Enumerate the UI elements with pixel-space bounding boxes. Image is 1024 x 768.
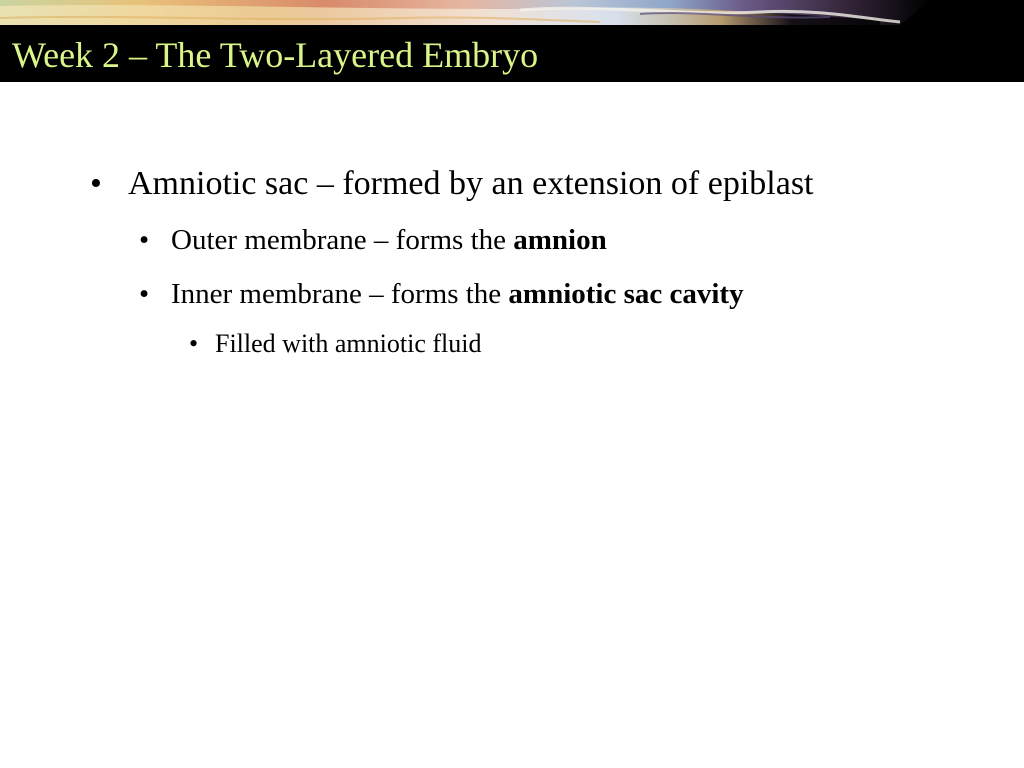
bullet-text-bold: amnion [513, 224, 607, 256]
bullet-dot: • [90, 165, 102, 202]
bullet-text-plain: Outer membrane – forms the [171, 224, 514, 256]
bullet-text-plain: Inner membrane – forms the [171, 278, 509, 310]
bullet-text: Amniotic sac – formed by an extension of epiblast [128, 165, 814, 202]
bullet-text: Filled with amniotic fluid [215, 329, 482, 358]
bullet-dot: • [139, 278, 150, 310]
slide-title: Week 2 – The Two-Layered Embryo [12, 35, 539, 75]
bullet-dot: • [189, 329, 199, 358]
bullet-text [171, 275, 744, 313]
bullet-text-bold: amniotic sac cavity [508, 278, 744, 310]
bullet-text [171, 221, 607, 259]
bullet-dot: • [139, 224, 150, 256]
